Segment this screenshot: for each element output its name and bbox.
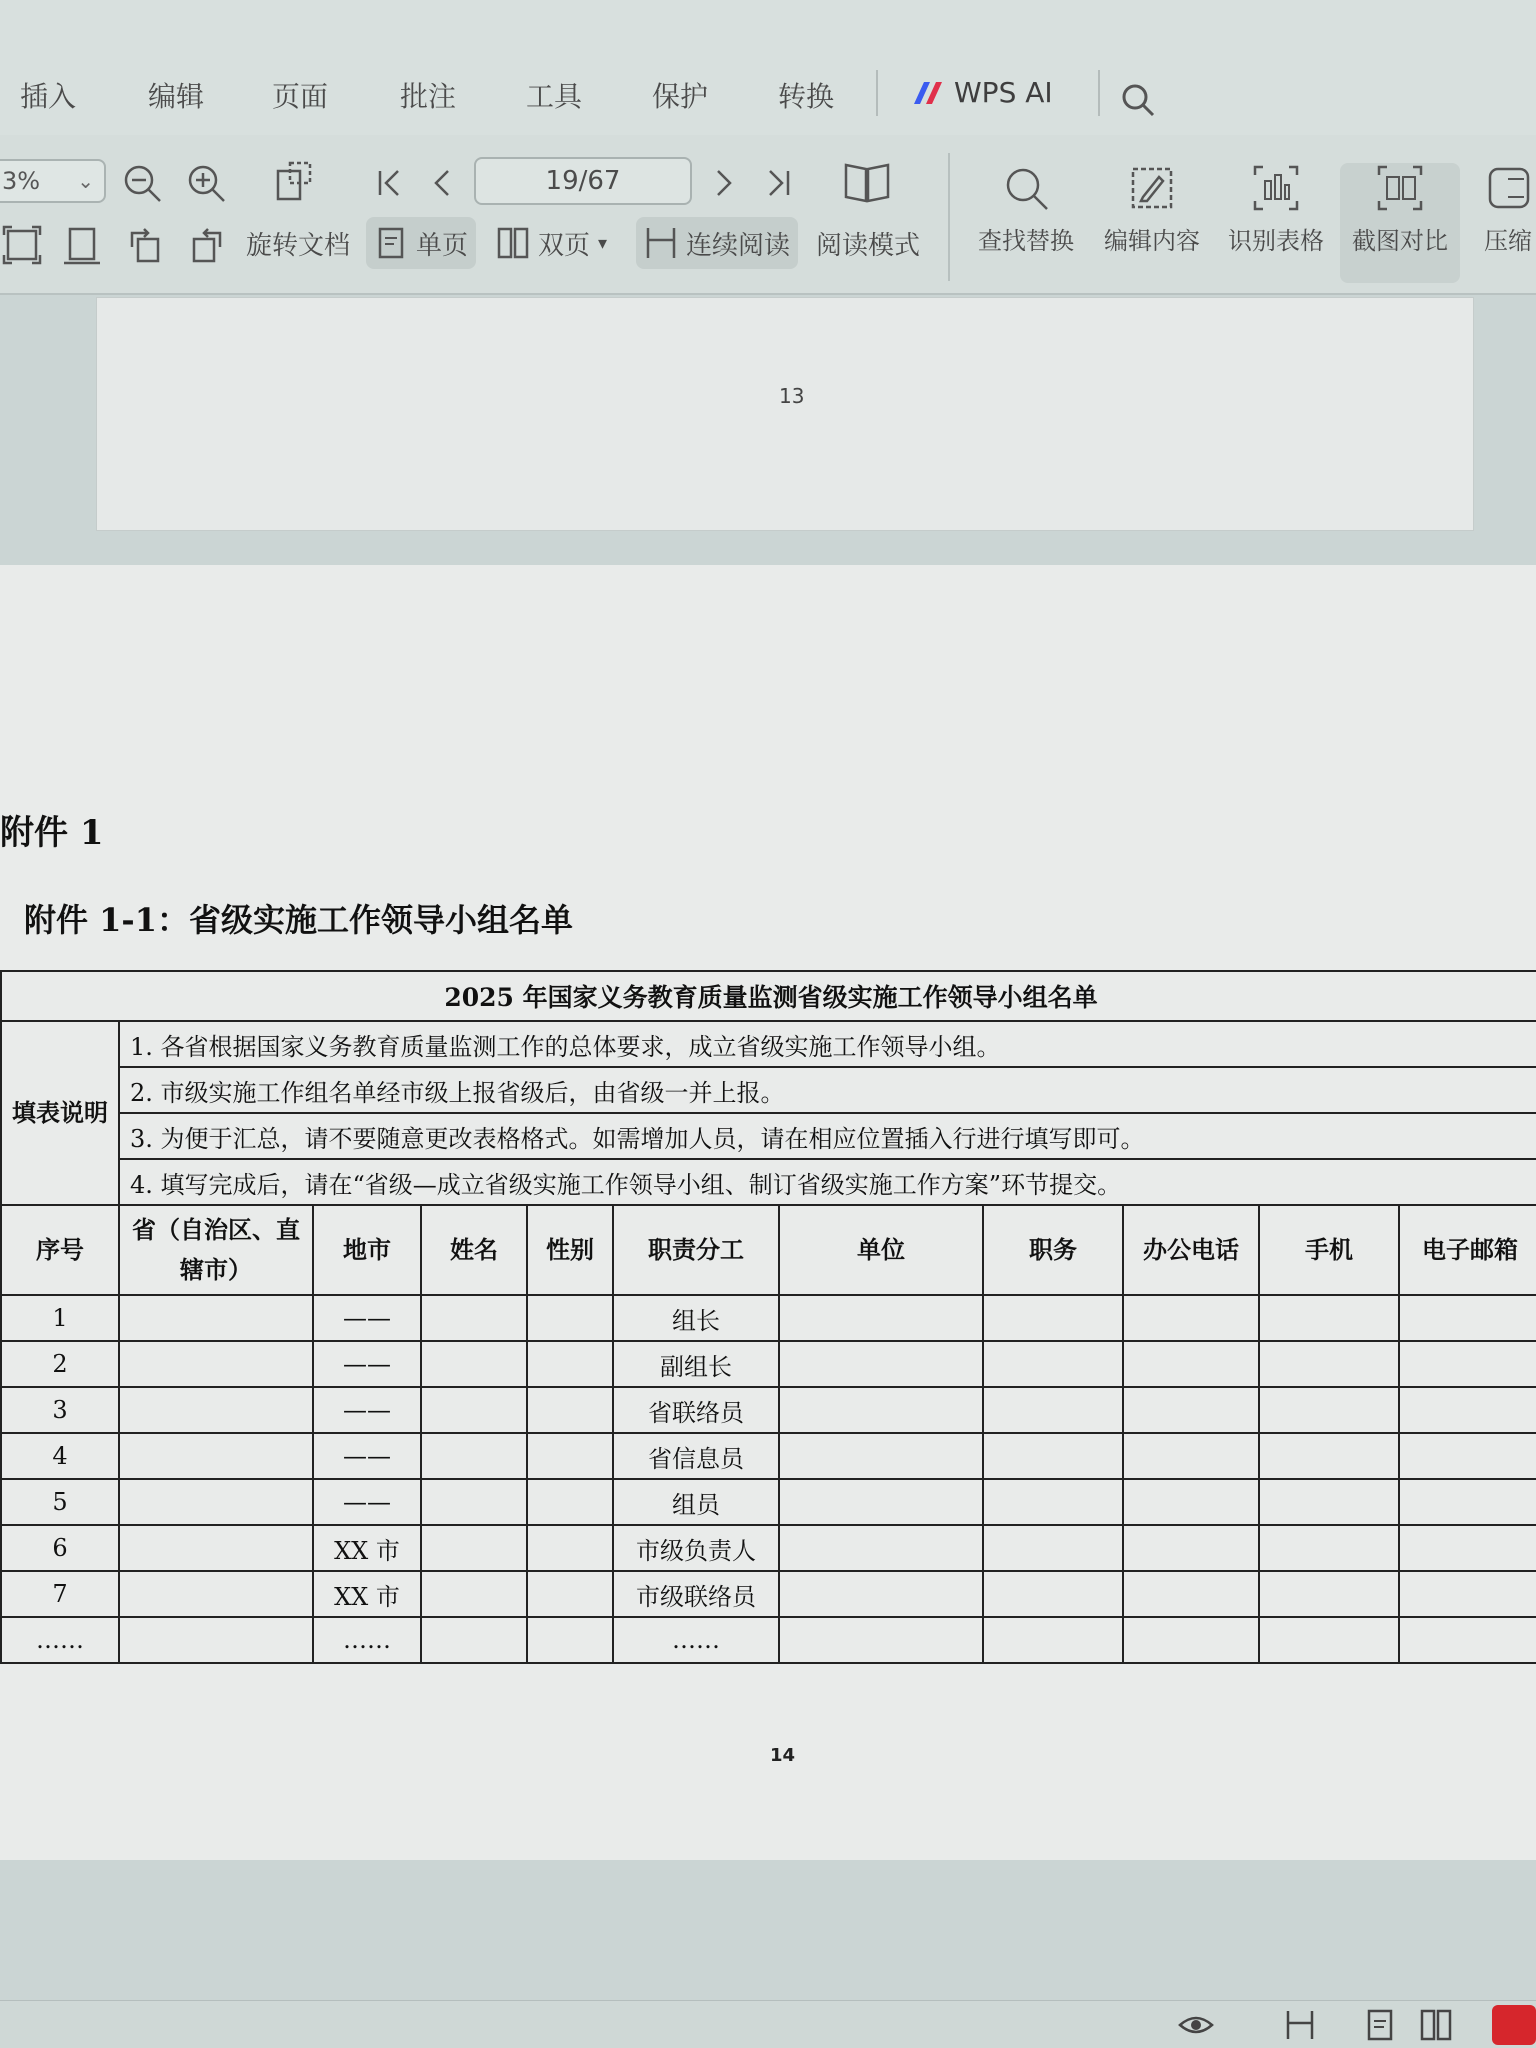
empty-cell (779, 1571, 983, 1617)
empty-cell (1399, 1295, 1536, 1341)
page-number: 13 (779, 384, 805, 408)
empty-cell (1399, 1433, 1536, 1479)
role-cell: 省信息员 (613, 1433, 779, 1479)
menu-edit[interactable]: 编辑 (148, 80, 205, 113)
empty-cell (983, 1433, 1123, 1479)
single-page-label: 单页 (416, 230, 469, 261)
empty-cell (527, 1571, 613, 1617)
empty-cell (779, 1479, 983, 1525)
prev-page-icon[interactable] (420, 161, 464, 205)
edit-content-icon (1127, 163, 1177, 213)
empty-cell (983, 1525, 1123, 1571)
empty-cell (119, 1525, 313, 1571)
empty-cell (1123, 1617, 1259, 1663)
next-page-icon[interactable] (702, 161, 746, 205)
instruction-item: 3. 为便于汇总，请不要随意更改表格格式。如需增加人员，请在相应位置插入行进行填写即可。 (119, 1113, 1536, 1159)
double-page-icon (496, 226, 530, 260)
empty-cell (779, 1341, 983, 1387)
empty-cell (1399, 1341, 1536, 1387)
role-cell: 组长 (613, 1295, 779, 1341)
double-page-button[interactable] (488, 217, 615, 269)
empty-cell (1123, 1571, 1259, 1617)
zoom-select[interactable] (0, 159, 106, 203)
zoom-in-icon[interactable] (184, 161, 228, 205)
row-number-cell: 2 (1, 1341, 119, 1387)
zoom-value: 3% (2, 167, 41, 195)
empty-cell (527, 1617, 613, 1663)
menu-bar (0, 0, 1536, 135)
pdf-page-13 (96, 297, 1474, 531)
screenshot-compare-button[interactable] (1340, 163, 1460, 283)
empty-cell (779, 1525, 983, 1571)
magnifier-icon (1001, 163, 1051, 213)
empty-cell (779, 1617, 983, 1663)
chevron-down-icon: ▾ (598, 232, 608, 254)
header-cell: 手机 (1259, 1205, 1399, 1295)
header-cell: 地市 (313, 1205, 421, 1295)
continuous-read-icon[interactable] (1282, 2007, 1318, 2043)
header-cell: 电子邮箱 (1399, 1205, 1536, 1295)
single-page-icon (374, 226, 408, 260)
empty-cell (779, 1295, 983, 1341)
empty-cell (1123, 1387, 1259, 1433)
page-settings-icon[interactable] (272, 159, 316, 203)
city-cell: XX 市 (313, 1571, 421, 1617)
last-page-icon[interactable] (756, 161, 800, 205)
find-replace-button[interactable] (966, 163, 1086, 283)
role-cell: 市级负责人 (613, 1525, 779, 1571)
empty-cell (527, 1433, 613, 1479)
menu-convert[interactable]: 转换 (778, 80, 835, 113)
first-page-icon[interactable] (368, 161, 412, 205)
role-cell: 市级联络员 (613, 1571, 779, 1617)
row-number-cell: 3 (1, 1387, 119, 1433)
city-cell: XX 市 (313, 1525, 421, 1571)
empty-cell (119, 1479, 313, 1525)
empty-cell (1259, 1387, 1399, 1433)
header-cell: 性别 (527, 1205, 613, 1295)
rotate-left-icon[interactable] (124, 223, 168, 267)
header-cell: 序号 (1, 1205, 119, 1295)
row-number-cell: …… (1, 1617, 119, 1663)
table-row (1, 1571, 1536, 1617)
attachment-subtitle: 附件 1-1：省级实施工作领导小组名单 (24, 901, 573, 939)
single-page-button[interactable] (366, 217, 476, 269)
role-cell: 省联络员 (613, 1387, 779, 1433)
empty-cell (421, 1571, 527, 1617)
compress-button[interactable] (1464, 163, 1536, 283)
empty-cell (1259, 1479, 1399, 1525)
table-row (1, 1295, 1536, 1341)
attachment-heading: 附件 1 (0, 813, 104, 853)
instruction-item: 2. 市级实施工作组名单经市级上报省级后，由省级一并上报。 (119, 1067, 1536, 1113)
empty-cell (1259, 1617, 1399, 1663)
empty-cell (1123, 1479, 1259, 1525)
edit-content-label: 编辑内容 (1104, 227, 1200, 255)
read-mode-button[interactable] (808, 217, 928, 269)
empty-cell (983, 1387, 1123, 1433)
recognize-table-label: 识别表格 (1228, 227, 1324, 255)
app-shortcut-icon[interactable] (1492, 2005, 1536, 2045)
empty-cell (983, 1341, 1123, 1387)
fit-page-icon[interactable] (0, 223, 44, 267)
recognize-table-button[interactable] (1216, 163, 1336, 283)
screenshot-compare-label: 截图对比 (1352, 227, 1448, 255)
empty-cell (421, 1295, 527, 1341)
menu-protect[interactable]: 保护 (652, 80, 709, 113)
wps-ai-label: WPS AI (954, 76, 1053, 109)
empty-cell (421, 1479, 527, 1525)
menu-page[interactable]: 页面 (272, 80, 329, 113)
empty-cell (983, 1295, 1123, 1341)
menu-annotate[interactable]: 批注 (400, 80, 457, 113)
menu-tools[interactable]: 工具 (526, 80, 583, 113)
city-cell: …… (313, 1617, 421, 1663)
header-cell: 单位 (779, 1205, 983, 1295)
city-cell: —— (313, 1341, 421, 1387)
role-cell: …… (613, 1617, 779, 1663)
empty-cell (527, 1341, 613, 1387)
table-row (1, 1617, 1536, 1663)
empty-cell (421, 1433, 527, 1479)
continuous-read-button[interactable] (636, 217, 798, 269)
empty-cell (119, 1387, 313, 1433)
instruction-item: 1. 各省根据国家义务教育质量监测工作的总体要求，成立省级实施工作领导小组。 (119, 1021, 1536, 1067)
empty-cell (1259, 1295, 1399, 1341)
table-row (1, 1341, 1536, 1387)
toolbar (0, 135, 1536, 295)
empty-cell (119, 1295, 313, 1341)
header-cell: 姓名 (421, 1205, 527, 1295)
empty-cell (1123, 1433, 1259, 1479)
search-icon[interactable] (1118, 80, 1158, 120)
find-replace-label: 查找替换 (978, 227, 1074, 255)
pdf-page-14 (0, 565, 1536, 1860)
edit-content-button[interactable] (1092, 163, 1212, 283)
empty-cell (779, 1387, 983, 1433)
empty-cell (421, 1341, 527, 1387)
row-number-cell: 1 (1, 1295, 119, 1341)
page-number: 14 (770, 1745, 796, 1766)
empty-cell (527, 1295, 613, 1341)
fit-width-icon[interactable] (60, 223, 104, 267)
empty-cell (421, 1387, 527, 1433)
empty-cell (119, 1617, 313, 1663)
empty-cell (119, 1571, 313, 1617)
empty-cell (119, 1433, 313, 1479)
menu-insert[interactable]: 插入 (20, 80, 77, 113)
double-page-label: 双页 (538, 230, 591, 261)
header-cell: 省（自治区、直辖市） (119, 1205, 313, 1295)
header-cell: 办公电话 (1123, 1205, 1259, 1295)
empty-cell (1399, 1387, 1536, 1433)
single-page-icon[interactable] (1362, 2007, 1398, 2043)
compress-icon (1484, 163, 1534, 213)
role-cell: 组员 (613, 1479, 779, 1525)
empty-cell (119, 1341, 313, 1387)
table-row (1, 1387, 1536, 1433)
chevron-down-icon: ⌄ (77, 169, 94, 193)
table-title: 2025 年国家义务教育质量监测省级实施工作领导小组名单 (1, 971, 1536, 1021)
wps-ai-logo-icon (912, 80, 946, 106)
menu-separator (876, 70, 878, 116)
rotate-document-label: 旋转文档 (246, 230, 351, 261)
table-row (1, 1433, 1536, 1479)
city-cell: —— (313, 1295, 421, 1341)
table-row (1, 1525, 1536, 1571)
screenshot-compare-icon (1375, 163, 1425, 213)
rotate-right-icon[interactable] (186, 223, 230, 267)
leadership-roster-table (0, 970, 1536, 1664)
table-body (1, 1295, 1536, 1663)
city-cell: —— (313, 1387, 421, 1433)
empty-cell (527, 1479, 613, 1525)
page-number-input[interactable]: 19/67 (474, 157, 692, 205)
compress-label: 压缩 (1484, 227, 1532, 255)
empty-cell (527, 1525, 613, 1571)
continuous-read-label: 连续阅读 (686, 230, 791, 261)
eye-icon[interactable] (1178, 2007, 1214, 2043)
empty-cell (1123, 1525, 1259, 1571)
empty-cell (983, 1571, 1123, 1617)
instruction-item: 4. 填写完成后，请在“省级—成立省级实施工作领导小组、制订省级实施工作方案”环节提交。 (119, 1159, 1536, 1205)
empty-cell (1399, 1571, 1536, 1617)
zoom-out-icon[interactable] (120, 161, 164, 205)
empty-cell (1123, 1341, 1259, 1387)
empty-cell (1259, 1433, 1399, 1479)
table-header-row (1, 1205, 1536, 1295)
empty-cell (1259, 1341, 1399, 1387)
empty-cell (1259, 1571, 1399, 1617)
empty-cell (1123, 1295, 1259, 1341)
role-cell: 副组长 (613, 1341, 779, 1387)
empty-cell (779, 1433, 983, 1479)
empty-cell (421, 1617, 527, 1663)
toolbar-separator (948, 153, 950, 281)
empty-cell (1399, 1617, 1536, 1663)
continuous-read-icon (644, 226, 678, 260)
status-bar (0, 2000, 1536, 2048)
empty-cell (1399, 1525, 1536, 1571)
instructions-label: 填表说明 (1, 1021, 119, 1205)
row-number-cell: 6 (1, 1525, 119, 1571)
row-number-cell: 5 (1, 1479, 119, 1525)
table-row (1, 1479, 1536, 1525)
read-mode-book-icon[interactable] (842, 157, 892, 207)
rotate-document-button[interactable] (238, 217, 358, 269)
empty-cell (983, 1479, 1123, 1525)
header-cell: 职务 (983, 1205, 1123, 1295)
recognize-table-icon (1251, 163, 1301, 213)
wps-ai-button[interactable] (912, 76, 1053, 109)
header-cell: 职责分工 (613, 1205, 779, 1295)
empty-cell (983, 1617, 1123, 1663)
empty-cell (421, 1525, 527, 1571)
city-cell: —— (313, 1479, 421, 1525)
row-number-cell: 4 (1, 1433, 119, 1479)
row-number-cell: 7 (1, 1571, 119, 1617)
city-cell: —— (313, 1433, 421, 1479)
double-page-icon[interactable] (1418, 2007, 1454, 2043)
menu-separator (1098, 70, 1100, 116)
empty-cell (1259, 1525, 1399, 1571)
read-mode-label: 阅读模式 (816, 230, 921, 261)
empty-cell (1399, 1479, 1536, 1525)
empty-cell (527, 1387, 613, 1433)
